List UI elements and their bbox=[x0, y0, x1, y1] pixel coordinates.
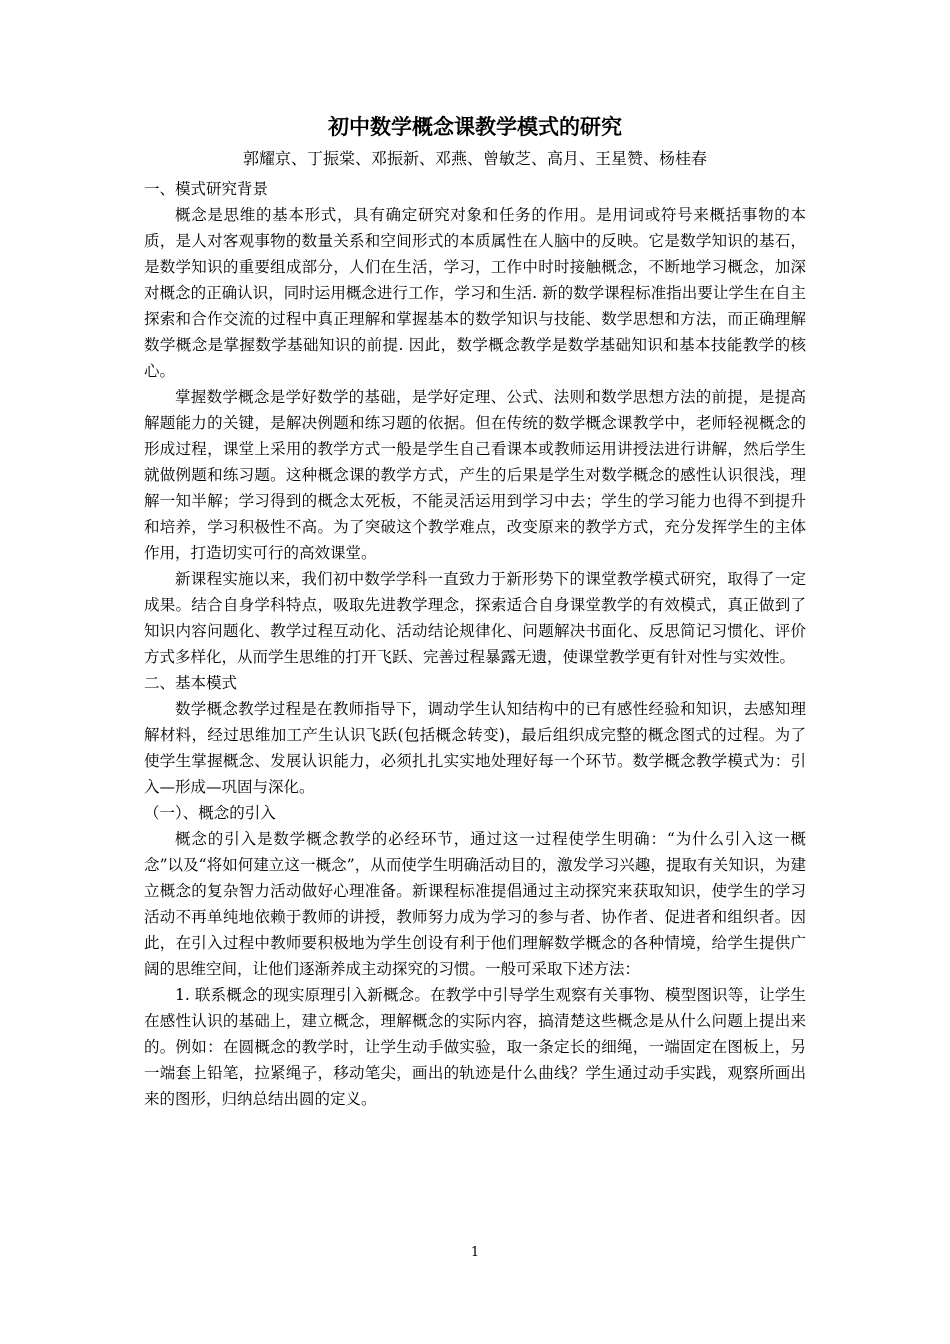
paragraph: 数学概念教学过程是在教师指导下，调动学生认知结构中的已有感性经验和知识，去感知理解材料，经过思维加工产生认识飞跃(包括概念转变)，最后组织成完整的概念图式的过程。为了使学生掌握概念、发展认识能力，必须扎扎实实地处理好每一个环节。数学概念教学模式为：引入—形成—巩固与深化。 bbox=[144, 700, 806, 796]
paragraph: 1. 联系概念的现实原理引入新概念。在教学中引导学生观察有关事物、模型图识等，让学生在感性认识的基础上，建立概念，理解概念的实际内容，搞清楚这些概念是从什么问题上提出来的。例如：在圆概念的教学时，让学生动手做实验，取一条定长的细绳，一端固定在图板上，另一端套上铅笔，拉紧绳子，移动笔尖，画出的轨迹是什么曲线？学生通过动手实践，观察所画出来的图形，归纳总结出圆的定义。 bbox=[144, 986, 806, 1108]
subsection-heading-concept-introduction: （一）、概念的引入 bbox=[144, 804, 276, 822]
author-list: 郭耀京、丁振棠、邓振新、邓燕、曾敏芝、高月、王星赞、杨桂春 bbox=[242, 149, 707, 168]
paragraph: 新课程实施以来，我们初中数学学科一直致力于新形势下的课堂教学模式研究，取得了一定成果。结合自身学科特点，吸取先进教学理念，探索适合自身课堂教学的有效模式，真正做到了知识内容问题化、教学过程互动化、活动结论规律化、问题解决书面化、反思简记习惯化、评价方式多样化，从而学生思维的打开飞跃、完善过程暴露无遗，使课堂教学更有针对性与实效性。 bbox=[144, 570, 806, 666]
section-heading-basic-model: 二、基本模式 bbox=[144, 674, 238, 692]
paragraph: 掌握数学概念是学好数学的基础，是学好定理、公式、法则和数学思想方法的前提，是提高解题能力的关键，是解决例题和练习题的依据。但在传统的数学概念课教学中，老师轻视概念的形成过程，课堂上采用的教学方式一般是学生自己看课本或教师运用讲授法进行讲解，然后学生就做例题和练习题。这种概念课的教学方式，产生的后果是学生对数学概念的感性认识很浅，理解一知半解；学习得到的概念太死板，不能灵活运用到学习中去；学生的学习能力也得不到提升和培养，学习积极性不高。为了突破这个教学难点，改变原来的教学方式，充分发挥学生的主体作用，打造切实可行的高效课堂。 bbox=[144, 388, 806, 562]
paragraph: 概念的引入是数学概念教学的必经环节，通过这一过程使学生明确：“为什么引入这一概念”以及“将如何建立这一概念”，从而使学生明确活动目的，激发学习兴趣，提取有关知识，为建立概念的复杂智力活动做好心理准备。新课程标准提倡通过主动探究来获取知识，使学生的学习活动不再单纯地依赖于教师的讲授，教师努力成为学习的参与者、协作者、促进者和组织者。因此，在引入过程中教师要积极地为学生创设有利于他们理解数学概念的各种情境，给学生提供广阔的思维空间，让他们逐渐养成主动探究的习惯。一般可采取下述方法： bbox=[144, 830, 806, 978]
document-page bbox=[144, 112, 806, 1112]
section-heading-background: 一、模式研究背景 bbox=[144, 180, 269, 198]
page-number: 1 bbox=[470, 1245, 480, 1260]
document-title: 初中数学概念课教学模式的研究 bbox=[328, 114, 622, 139]
paragraph: 概念是思维的基本形式，具有确定研究对象和任务的作用。是用词或符号来概括事物的本质，是人对客观事物的数量关系和空间形式的本质属性在人脑中的反映。它是数学知识的基石，是数学知识的重要组成部分，人们在生活，学习，工作中时时接触概念，不断地学习概念，加深对概念的正确认识，同时运用概念进行工作，学习和生活. 新的数学课程标准指出要让学生在自主探索和合作交流的过程中真正理解和掌握基本的数学知识与技能、数学思想和方法，而正确理解数学概念是掌握数学基础知识的前提. 因此，数学概念教学是数学基础知识和基本技能教学的核心。 bbox=[144, 206, 806, 380]
